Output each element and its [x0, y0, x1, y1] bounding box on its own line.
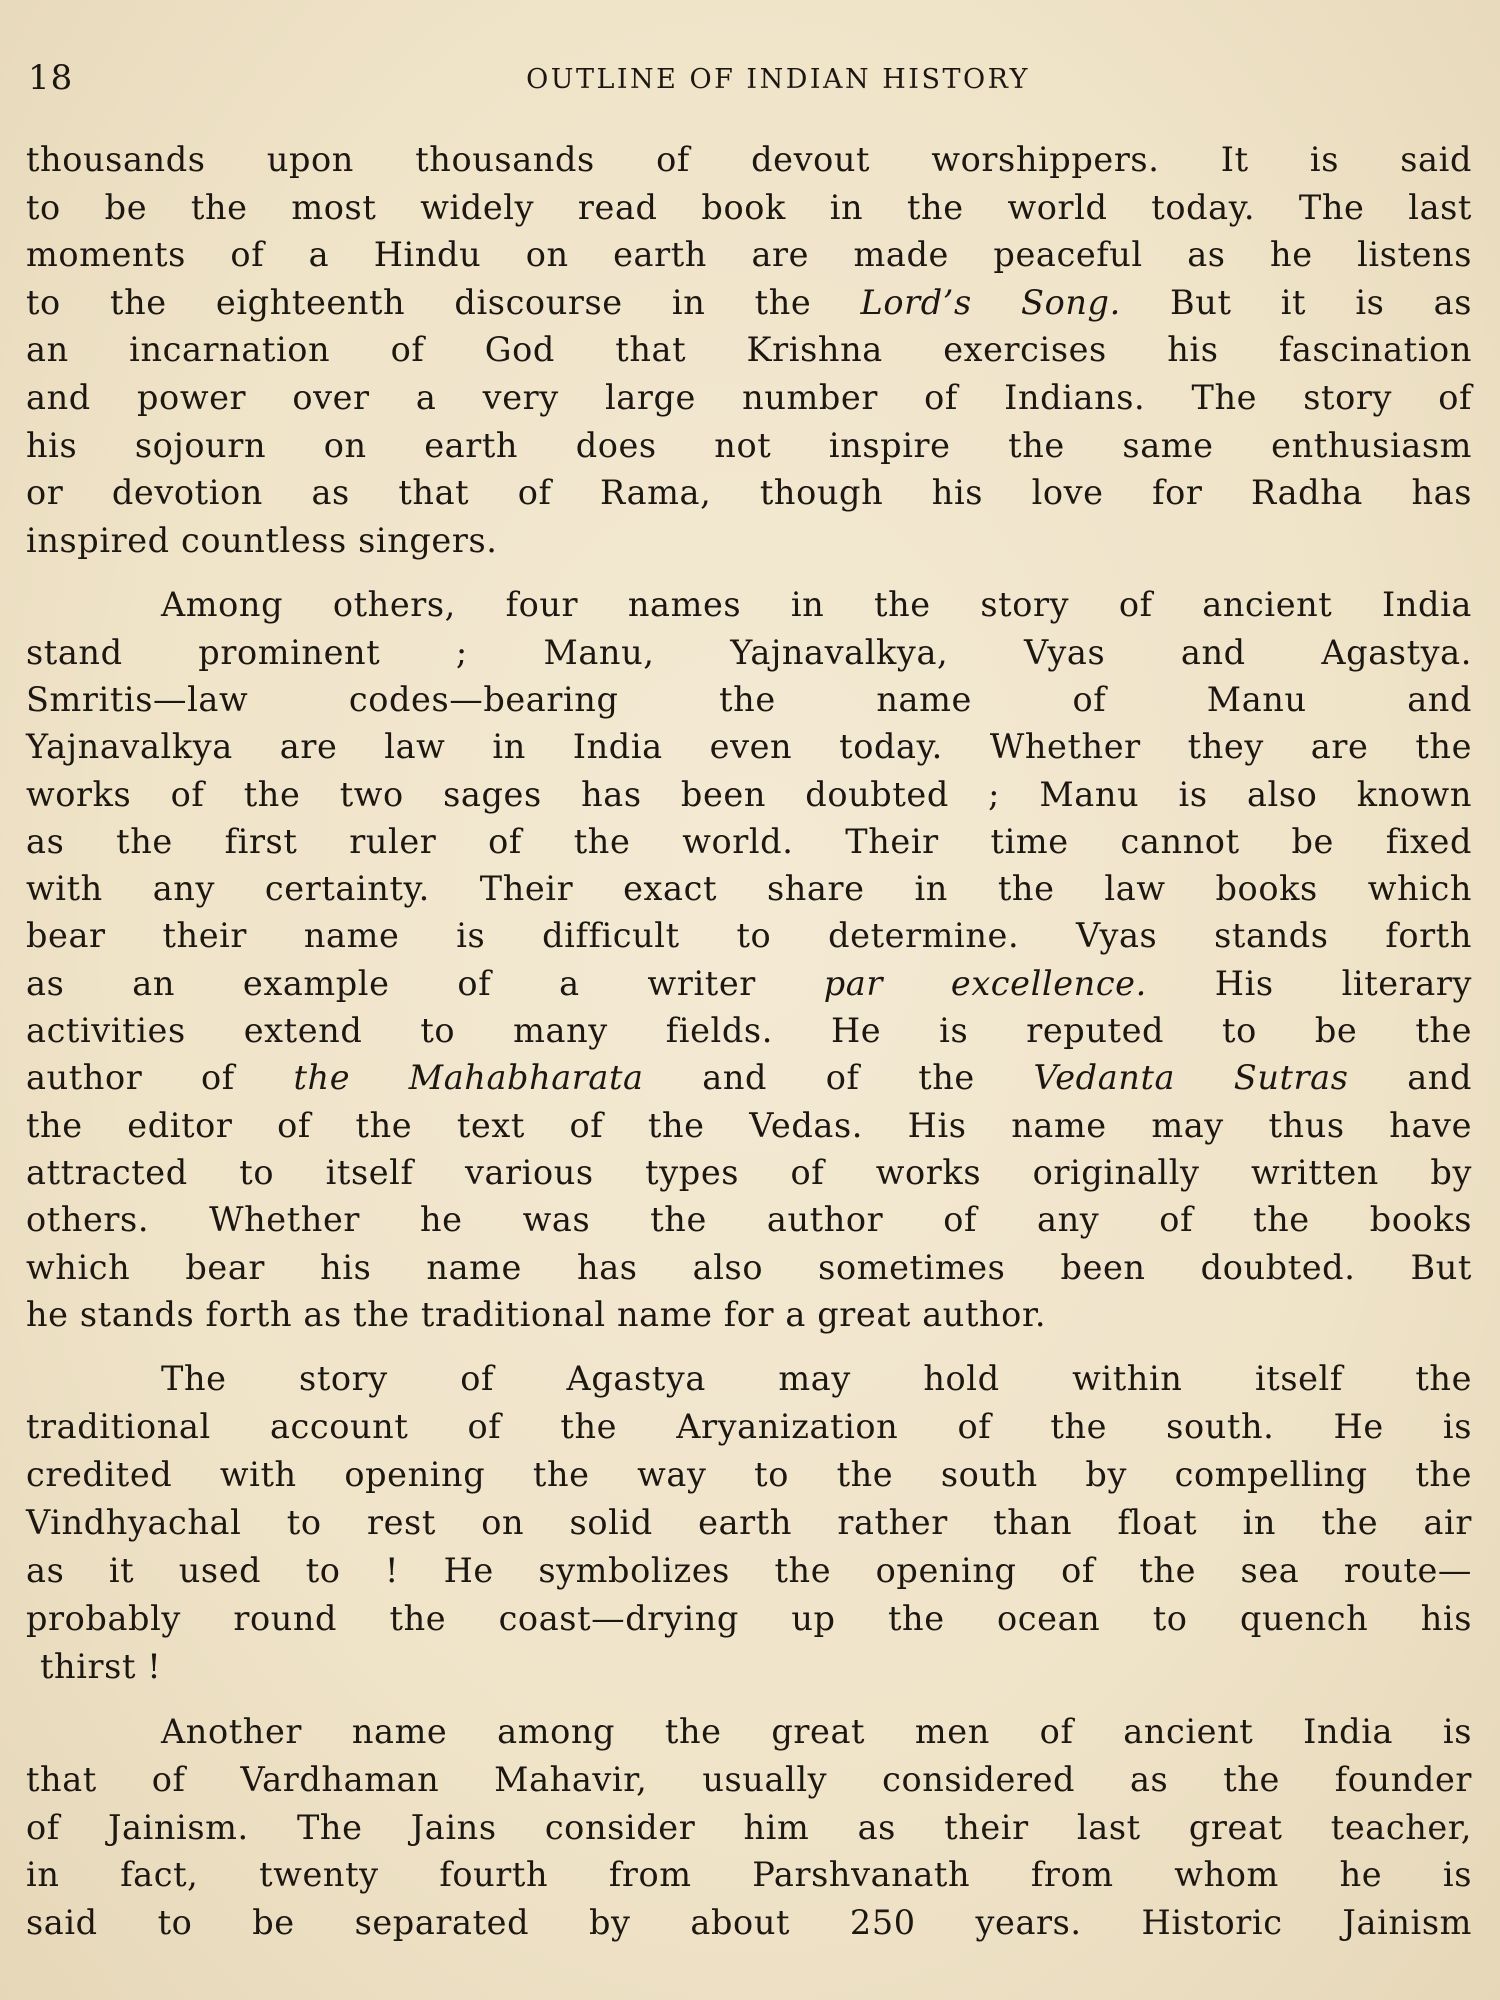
text-line: Another name among the great men of ancient India is — [161, 1712, 1472, 1752]
text-line: the editor of the text of the Vedas. His name may thus have — [26, 1105, 1472, 1145]
text-segment: to the eighteenth discourse in the — [26, 282, 861, 322]
text-line: probably round the coast—drying up the ocean to quench his — [26, 1599, 1472, 1639]
text-line: that of Vardhaman Mahavir, usually considered as the founder — [26, 1759, 1472, 1799]
text-line: an incarnation of God that Krishna exercises his fascination — [26, 330, 1472, 370]
text-line: thousands upon thousands of devout worshippers. It is said — [26, 140, 1472, 179]
text-line: to be the most widely read book in the world today. The last — [26, 187, 1472, 227]
italic-title: Vedanta Sutras — [1033, 1058, 1349, 1098]
text-segment: as an example of a writer — [26, 963, 824, 1003]
text-line — [26, 960, 1472, 1007]
text-segment: and of the — [643, 1058, 1034, 1098]
text-line: which bear his name has also sometimes been doubted. But — [26, 1247, 1472, 1287]
text-segment: author of — [26, 1058, 294, 1098]
text-line: as it used to ! He symbolizes the opening of the sea route— — [26, 1551, 1472, 1591]
page-number: 18 — [28, 58, 74, 98]
text-line: works of the two sages has been doubted ; Manu is also known — [26, 774, 1472, 814]
text-line: bear their name is difficult to determine. Vyas stands forth — [26, 916, 1472, 956]
text-line: traditional account of the Aryanization of the south. He is — [26, 1407, 1472, 1447]
text-line: thirst ! — [40, 1647, 162, 1687]
text-line: said to be separated by about 250 years. Historic Jainism — [26, 1903, 1472, 1943]
text-line: Among others, four names in the story of ancient India — [161, 585, 1472, 625]
italic-phrase: par excellence. — [823, 963, 1147, 1003]
paragraph-4 — [26, 1708, 1472, 1947]
text-line: moments of a Hindu on earth are made peaceful as he listens — [26, 235, 1472, 275]
text-line: The story of Agastya may hold within itself the — [161, 1359, 1472, 1399]
text-line: or devotion as that of Rama, though his love for Radha has — [26, 473, 1472, 513]
text-line: Smritis—law codes—bearing the name of Manu and — [26, 679, 1472, 719]
text-segment: His literary — [1146, 963, 1473, 1003]
text-line: Yajnavalkya are law in India even today. Whether they are the — [26, 727, 1472, 767]
text-line: he stands forth as the traditional name for a great author. — [26, 1294, 1047, 1334]
text-line: in fact, twenty fourth from Parshvanath from whom he is — [26, 1855, 1472, 1895]
italic-title: Lord’s Song. — [860, 282, 1121, 322]
text-line: stand prominent ; Manu, Yajnavalkya, Vyas and Agastya. — [26, 632, 1472, 672]
text-line: his sojourn on earth does not inspire the same enthusiasm — [26, 425, 1472, 465]
text-line: and power over a very large number of Indians. The story of — [26, 377, 1472, 417]
text-line — [26, 279, 1472, 327]
body-text — [26, 136, 1472, 1964]
text-line: as the first ruler of the world. Their time cannot be fixed — [26, 821, 1472, 861]
text-line: of Jainism. The Jains consider him as their last great teacher, — [26, 1807, 1472, 1847]
text-segment: and — [1348, 1058, 1472, 1098]
running-title: OUTLINE OF INDIAN HISTORY — [526, 64, 1030, 95]
paragraph-3 — [26, 1355, 1472, 1691]
text-line: Vindhyachal to rest on solid earth rather than float in the air — [26, 1503, 1472, 1543]
text-line: credited with opening the way to the south by compelling the — [26, 1455, 1472, 1495]
running-head — [28, 58, 1468, 98]
text-segment: But it is as — [1120, 282, 1473, 322]
italic-title: the Mahabharata — [293, 1058, 644, 1098]
paragraph-2 — [26, 581, 1472, 1338]
text-line: attracted to itself various types of works originally written by — [26, 1152, 1472, 1192]
text-line: with any certainty. Their exact share in the law books which — [26, 869, 1472, 909]
text-line: activities extend to many fields. He is reputed to be the — [26, 1011, 1472, 1051]
text-line: others. Whether he was the author of any of the books — [26, 1200, 1472, 1240]
text-line — [26, 1054, 1472, 1101]
paragraph-1 — [26, 136, 1472, 564]
text-line: inspired countless singers. — [26, 520, 498, 560]
